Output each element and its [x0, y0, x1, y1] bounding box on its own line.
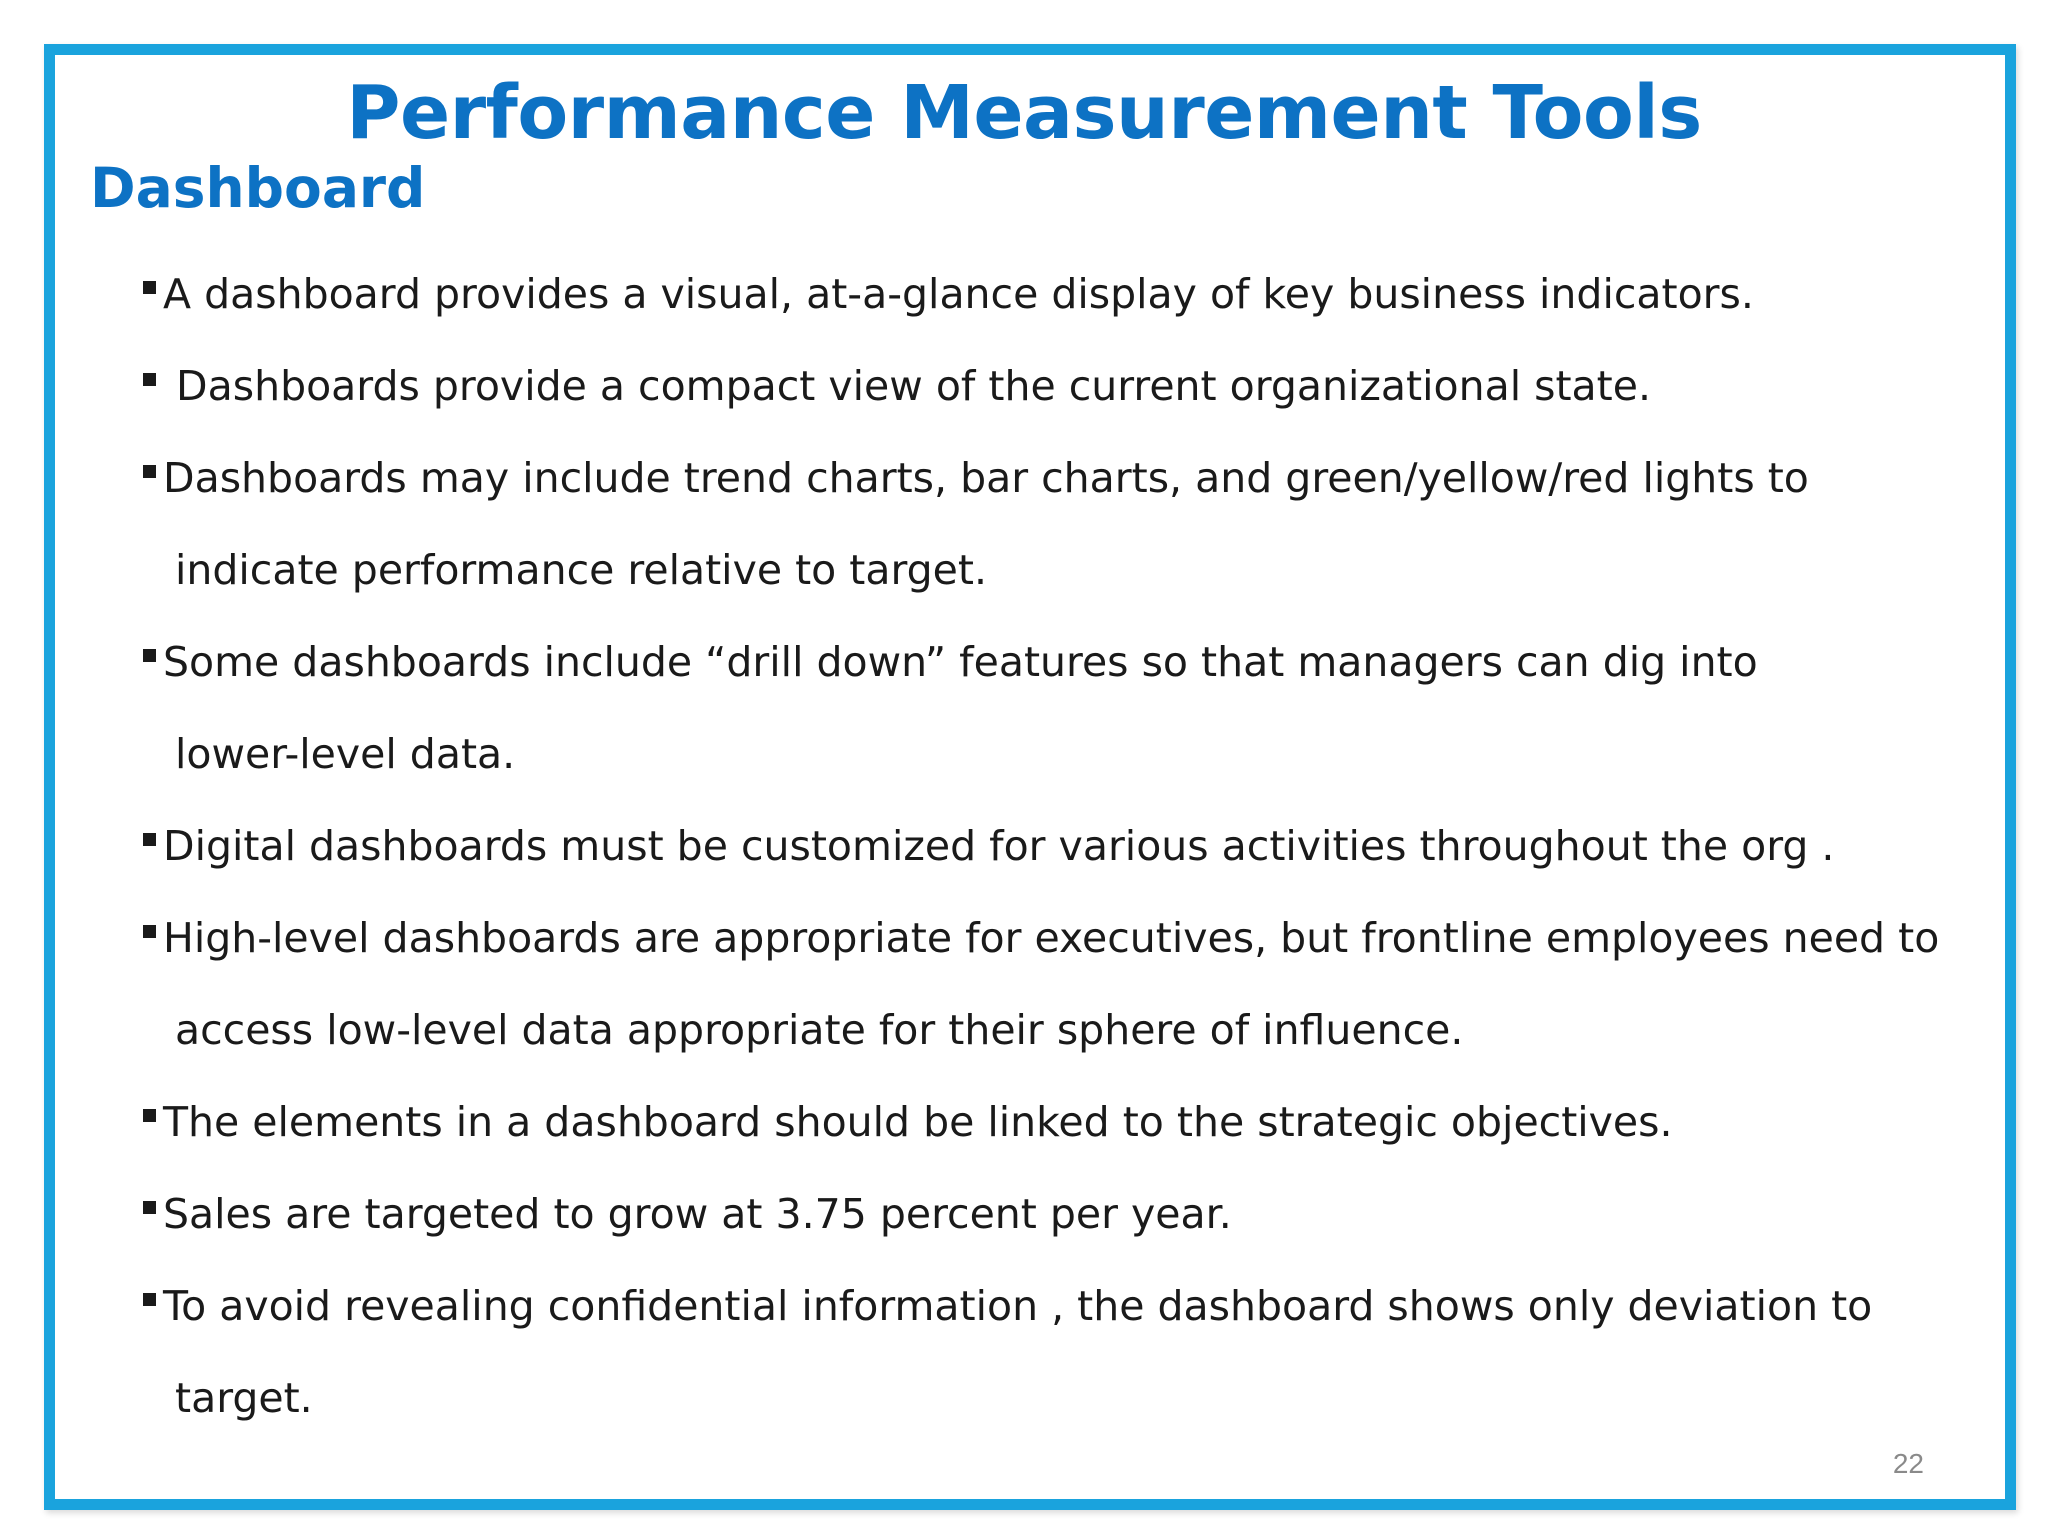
bullet-text: Some dashboards include “drill down” features so that managers can dig into [163, 638, 1758, 686]
square-bullet-icon [143, 373, 156, 386]
bullet-text: High-level dashboards are appropriate for executives, but frontline employees need to [163, 914, 1940, 962]
square-bullet-icon [143, 1201, 156, 1214]
bullet-item [143, 616, 1973, 800]
bullet-continuation-text: indicate performance relative to target. [175, 546, 987, 594]
bullet-item [143, 1260, 1973, 1444]
bullet-item [143, 1076, 1973, 1168]
page-number: 22 [1892, 1448, 1924, 1479]
slide-title: Performance Measurement Tools [346, 70, 1702, 156]
bullet-continuation-text: lower-level data. [175, 730, 516, 778]
bullet-text: Sales are targeted to grow at 3.75 percent per year. [163, 1190, 1232, 1238]
bullet-item [143, 432, 1973, 616]
bullet-text: Dashboards provide a compact view of the current organizational state. [163, 362, 1652, 410]
square-bullet-icon [143, 1109, 156, 1122]
square-bullet-icon [143, 281, 156, 294]
bullet-text: Dashboards may include trend charts, bar charts, and green/yellow/red lights to [163, 454, 1809, 502]
bullet-text: To avoid revealing confidential information , the dashboard shows only deviation to [163, 1282, 1873, 1330]
bullet-text: A dashboard provides a visual, at-a-glance display of key business indicators. [163, 270, 1754, 318]
square-bullet-icon [143, 833, 156, 846]
section-heading: Dashboard [90, 156, 426, 220]
bullet-text: Digital dashboards must be customized for various activities throughout the org . [163, 822, 1835, 870]
square-bullet-icon [143, 1293, 156, 1306]
square-bullet-icon [143, 649, 156, 662]
bullet-item [143, 340, 1973, 432]
bullet-item [143, 800, 1973, 892]
bullet-item [143, 892, 1973, 1076]
bullet-continuation-text: access low-level data appropriate for their sphere of influence. [175, 1006, 1464, 1054]
bullet-continuation-text: target. [175, 1374, 313, 1422]
square-bullet-icon [143, 925, 156, 938]
bullet-list [143, 248, 1973, 1444]
bullet-text: The elements in a dashboard should be linked to the strategic objectives. [163, 1098, 1673, 1146]
bullet-item [143, 248, 1973, 340]
bullet-item [143, 1168, 1973, 1260]
square-bullet-icon [143, 465, 156, 478]
